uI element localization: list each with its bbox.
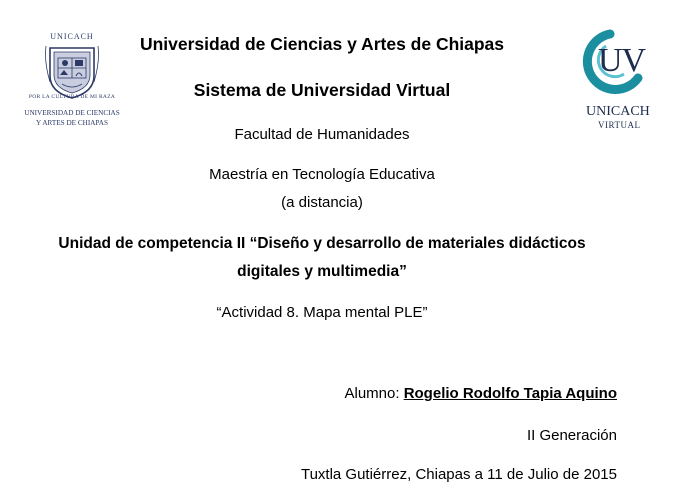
faculty: Facultad de Humanidades xyxy=(234,126,410,143)
uv-name: UNICACH xyxy=(586,104,650,119)
seal-top-text: UNICACH xyxy=(50,32,94,41)
activity-title: “Actividad 8. Mapa mental PLE” xyxy=(216,304,428,321)
unit-line-2: digitales y multimedia” xyxy=(237,263,407,280)
mode: (a distancia) xyxy=(281,194,363,211)
university-title: Universidad de Ciencias y Artes de Chiapas xyxy=(139,34,505,54)
student-label: Alumno: xyxy=(344,385,404,402)
unit-line-1: Unidad de competencia II “Diseño y desarrollo de materiales didácticos xyxy=(58,235,586,252)
place-date: Tuxtla Gutiérrez, Chiapas a 11 de Julio de 2015 xyxy=(300,466,617,483)
seal-name-line1: UNIVERSIDAD DE CIENCIAS xyxy=(24,109,120,117)
student-line xyxy=(344,385,617,402)
student-name: Rogelio Rodolfo Tapia Aquino xyxy=(403,385,617,402)
program: Maestría en Tecnología Educativa xyxy=(209,166,435,183)
uv-mark: UV xyxy=(598,42,646,79)
seal-name-line2: Y ARTES DE CHIAPAS xyxy=(36,119,108,127)
seal-motto: POR LA CULTURA DE MI RAZA xyxy=(28,94,116,100)
generation: II Generación xyxy=(526,427,617,444)
uv-sub: VIRTUAL xyxy=(598,120,641,130)
system-title: Sistema de Universidad Virtual xyxy=(193,80,451,100)
